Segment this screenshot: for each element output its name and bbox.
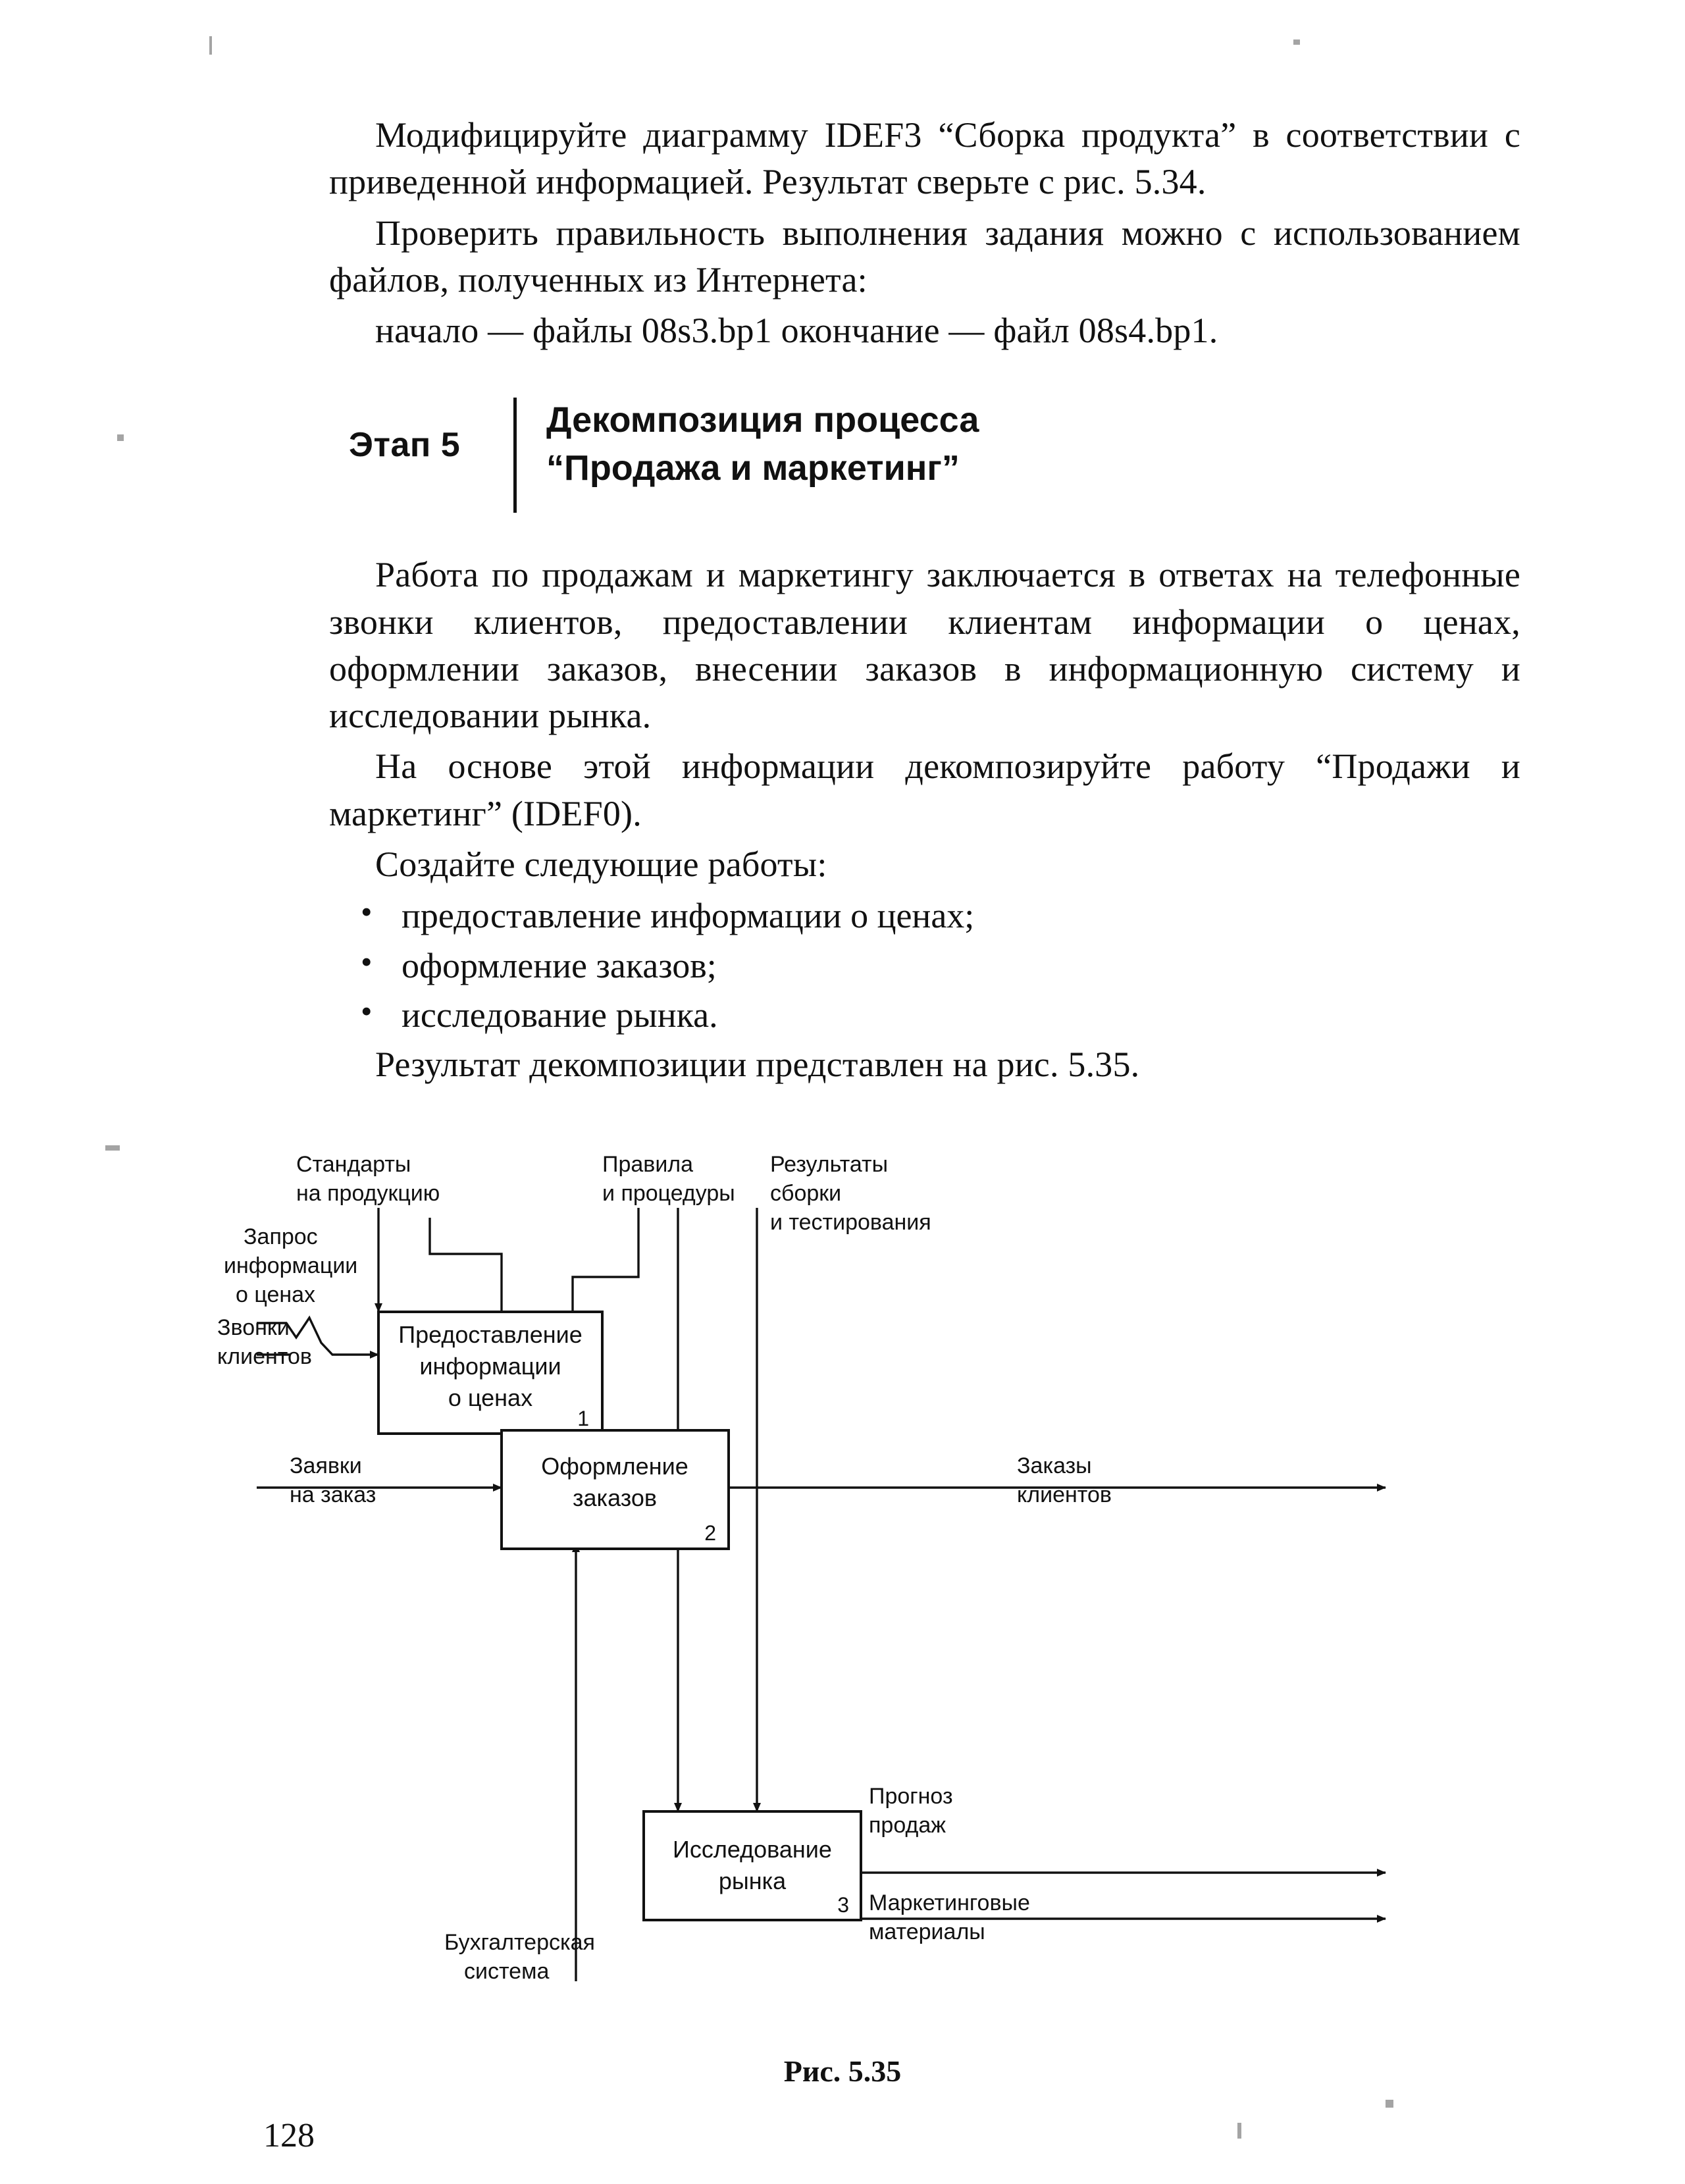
figure-caption: Рис. 5.35 <box>783 2054 902 2088</box>
label-standards-line1: Стандарты <box>296 1152 411 1177</box>
page-number: 128 <box>263 2117 315 2154</box>
scan-speck <box>117 434 124 441</box>
label-calls-line1: Звонки <box>217 1315 290 1340</box>
paragraph-5: На основе этой информации декомпозируйте работу “Продажи и маркетинг” (IDEF0). <box>329 746 1520 833</box>
body-text-column <box>329 112 1520 1092</box>
scan-speck <box>1237 2123 1241 2139</box>
label-results-line2: сборки <box>770 1181 842 1206</box>
label-calls-line2: клиентов <box>217 1344 312 1369</box>
label-forecast-line1: Прогноз <box>869 1784 953 1809</box>
label-requests-line1: Заявки <box>290 1453 362 1478</box>
box1-line1: Предоставление <box>398 1321 583 1348</box>
label-orders-line2: клиентов <box>1017 1482 1112 1507</box>
label-results-line1: Результаты <box>770 1152 889 1177</box>
label-marketing-line2: материалы <box>869 1919 985 1944</box>
stage-label: Этап 5 <box>349 426 461 465</box>
paragraph-1: Модифицируйте диаграмму IDEF3 “Сборка продукта” в соответствии с приведенной информацией. Результат сверьте с рис. 5.34. <box>329 115 1520 202</box>
stage-divider <box>513 398 517 513</box>
paragraph-4: Работа по продажам и маркетингу заключается в ответах на телефонные звонки клиентов, предоставлении клиентам информации о ценах, оформлении заказов, внесении заказов в информационную систему и исследовании рынка. <box>329 555 1520 736</box>
box1-line2: информации <box>419 1353 561 1380</box>
paragraph-7: Результат декомпозиции представлен на рис. 5.35. <box>375 1044 1140 1084</box>
stage-heading <box>329 391 1520 516</box>
box1-line3: о ценах <box>448 1384 533 1411</box>
label-standards-line2: на продукцию <box>296 1181 440 1206</box>
paragraph-2: Проверить правильность выполнения задания можно с использованием файлов, полученных из Интернета: <box>329 213 1520 299</box>
box3-line2: рынка <box>718 1867 787 1894</box>
label-rules-line1: Правила <box>602 1152 694 1177</box>
idef0-diagram <box>217 1145 1520 2008</box>
box2-line1: Оформление <box>541 1453 688 1480</box>
label-request-line2: информации <box>224 1253 358 1278</box>
scan-speck <box>105 1145 120 1151</box>
list-item: • исследование рынка. <box>329 991 1520 1039</box>
box3-line1: Исследование <box>673 1836 832 1863</box>
box2-number: 2 <box>704 1521 716 1545</box>
scan-speck <box>209 36 212 55</box>
box2-line2: заказов <box>573 1484 657 1511</box>
stage-title-line-2: “Продажа и маркетинг” <box>546 448 960 488</box>
label-results-line3: и тестирования <box>770 1210 931 1235</box>
label-request-line1: Запрос <box>244 1224 318 1249</box>
label-request-line3: о ценах <box>236 1282 316 1307</box>
label-accounting-line1: Бухгалтерская <box>444 1930 595 1955</box>
bullet-list <box>329 892 1520 1039</box>
scan-speck <box>1293 39 1300 45</box>
paragraph-6: Создайте следующие работы: <box>375 844 827 884</box>
stage-title <box>546 396 1468 492</box>
label-rules-line2: и процедуры <box>602 1181 735 1206</box>
scan-speck <box>1386 2100 1393 2108</box>
label-accounting-line2: система <box>464 1959 550 1984</box>
stage-title-line-1: Декомпозиция процесса <box>546 400 979 440</box>
box3-number: 3 <box>837 1893 849 1917</box>
process-box-3 <box>644 1811 861 1920</box>
list-item: • предоставление информации о ценах; <box>329 892 1520 940</box>
line-results-branch-a <box>612 1232 625 1301</box>
list-item: • оформление заказов; <box>329 942 1520 990</box>
label-forecast-line2: продаж <box>869 1813 946 1838</box>
paragraph-3: начало — файлы 08s3.bp1 окончание — файл 08s4.bp1. <box>375 311 1218 351</box>
label-marketing-line1: Маркетинговые <box>869 1890 1030 1915</box>
box1-number: 1 <box>577 1407 589 1430</box>
label-orders-line1: Заказы <box>1017 1453 1092 1478</box>
label-requests-line2: на заказ <box>290 1482 376 1507</box>
